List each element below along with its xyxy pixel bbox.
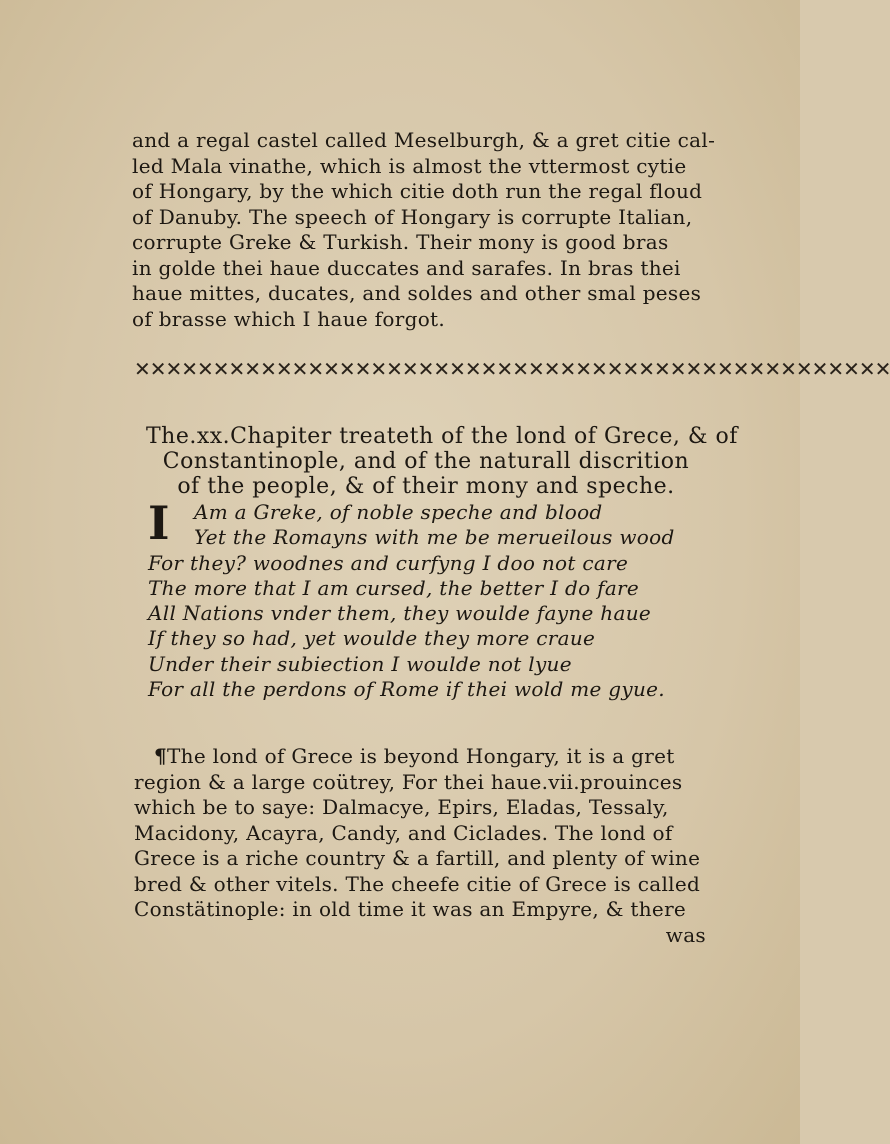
verse-line: For all the perdons of Rome if thei wold me gyue. <box>148 677 665 702</box>
verse-line: For they? woodnes and curfyng I doo not care <box>148 550 629 575</box>
verse-line: All Nations vnder them, they woulde fayne haue <box>148 601 652 626</box>
text-line <box>134 744 712 770</box>
verse-line: Yet the Romayns with me be merueilous wood <box>194 525 675 550</box>
text-line: which be to saye: Dalmacye, Epirs, Eladas, Tessaly, <box>134 795 669 819</box>
verse-block <box>148 496 708 702</box>
text-line: in golde thei haue duccates and sarafes. In bras thei <box>132 255 681 280</box>
verse-line: Under their subiection I woulde not lyue <box>148 651 572 676</box>
verse-line: The more that I am cursed, the better I do fare <box>148 575 640 600</box>
opening-paragraph <box>132 128 716 332</box>
text-line: of brasse which I haue forgot. <box>132 306 446 331</box>
body-paragraph <box>134 744 712 948</box>
drop-capital: I <box>148 496 170 550</box>
heading-line: The.xx.Chapiter treateth of the lond of Grece, & of <box>146 424 738 449</box>
verse-line: If they so had, yet woulde they more craue <box>148 626 596 651</box>
text-line: and a regal castel called Meselburgh, & a gret citie cal- <box>132 128 716 152</box>
pilcrow-icon: ¶ <box>154 744 168 768</box>
heading-line: Constantinople, and of the naturall discrition <box>162 449 690 474</box>
decorative-border-icon: ✕✕✕✕✕✕✕✕✕✕✕✕✕✕✕✕✕✕✕✕✕✕✕✕✕✕✕✕✕✕✕✕✕✕✕✕✕✕✕✕✕✕✕✕✕✕✕✕ <box>134 357 890 381</box>
text-line: Grece is a riche country & a fartill, and plenty of wine <box>134 846 701 870</box>
chapter-heading <box>146 424 738 499</box>
text-line: haue mittes, ducates, and soldes and other smal peses <box>132 281 702 305</box>
text-line: of Hongary, by the which citie doth run the regal floud <box>132 179 703 203</box>
heading-line: of the people, & of their mony and speche. <box>177 474 675 499</box>
text-line: led Mala vinathe, which is almost the vttermost cytie <box>132 153 687 178</box>
paragraph-first-line: The lond of Grece is beyond Hongary, it is a gret <box>167 744 675 768</box>
text-line: corrupte Greke & Turkish. Their mony is good bras <box>132 230 669 254</box>
text-line: bred & other vitels. The cheefe citie of Grece is called <box>134 871 701 896</box>
text-line: of Danuby. The speech of Hongary is corrupte Italian, <box>132 204 693 229</box>
text-line: Constätinople: in old time it was an Empyre, & there <box>134 897 687 921</box>
catchword: was <box>665 922 706 947</box>
text-line: region & a large coütrey, For thei haue.vii.prouinces <box>134 769 683 794</box>
verse-line: Am a Greke, of noble speche and blood <box>194 500 603 524</box>
text-line: Macidony, Acayra, Candy, and Ciclades. The lond of <box>134 820 673 845</box>
